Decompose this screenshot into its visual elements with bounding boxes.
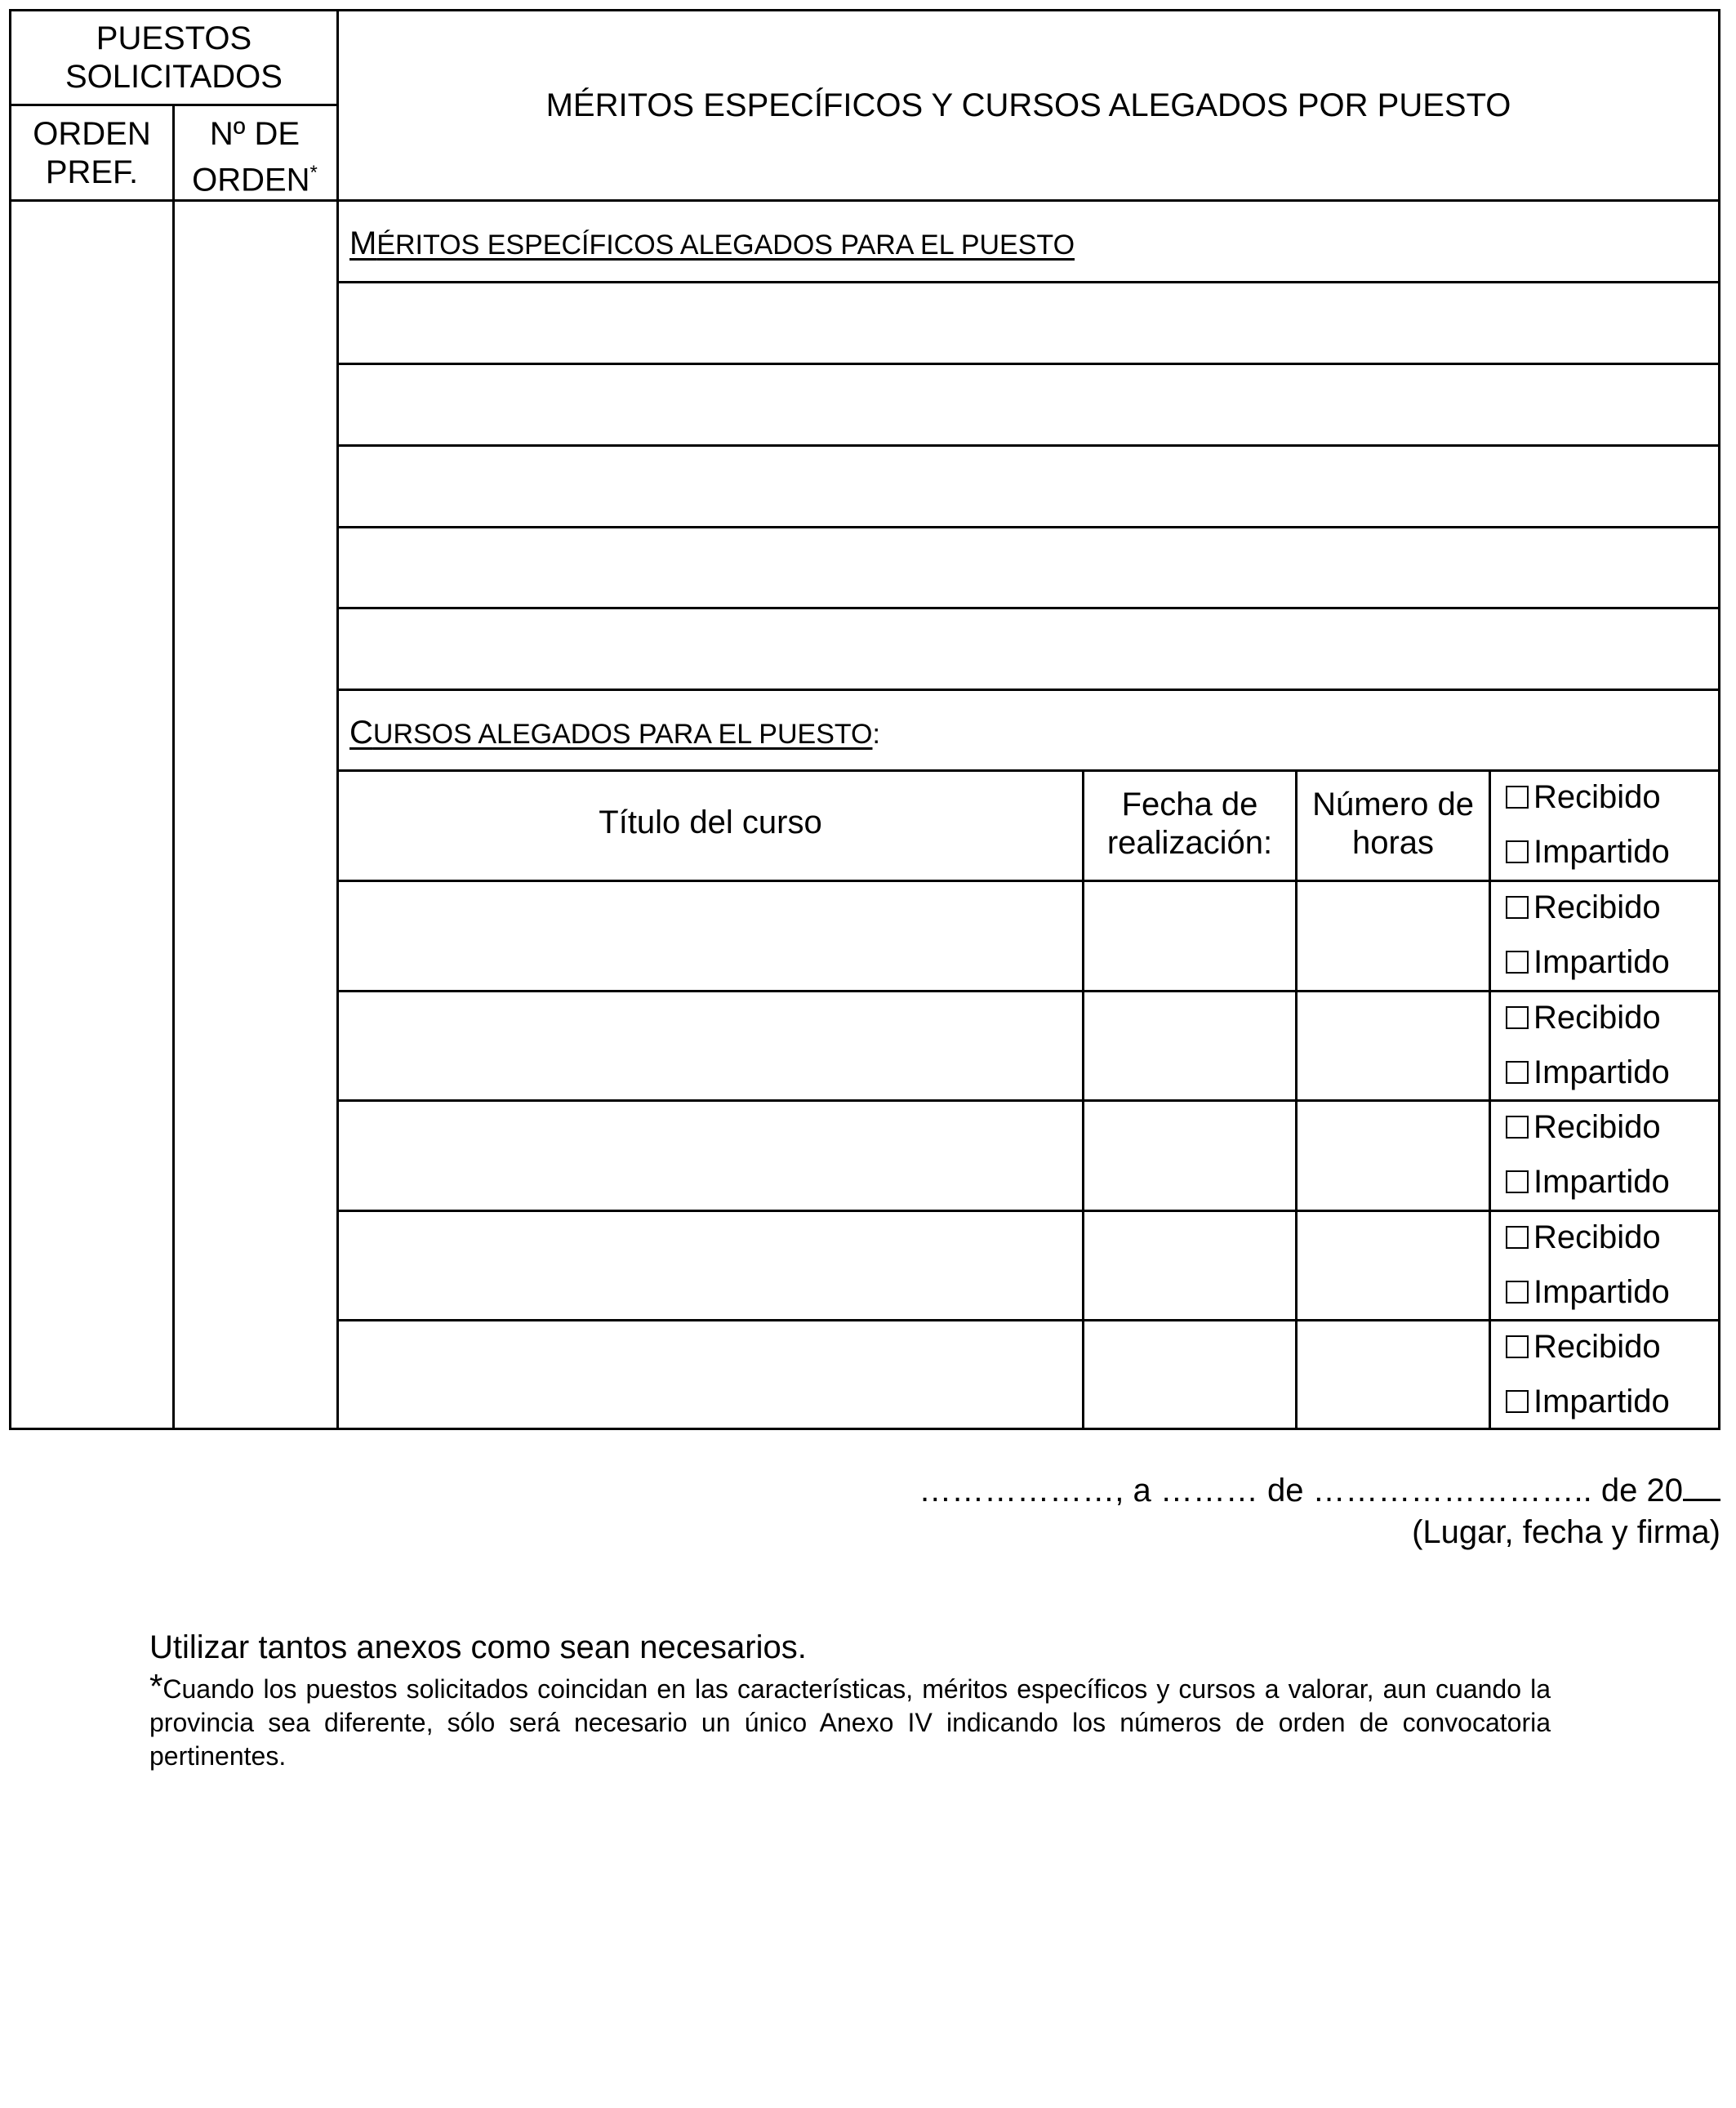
- puestos-solicitados-header: PUESTOS SOLICITADOS: [65, 20, 283, 95]
- impartido-label: Impartido: [1533, 1274, 1670, 1310]
- recibido-checkbox[interactable]: [1506, 1226, 1529, 1249]
- impartido-option[interactable]: [1506, 1045, 1670, 1100]
- merito-line: [336, 607, 1718, 609]
- recibido-label: Recibido: [1533, 1000, 1661, 1036]
- divider-header: [11, 199, 1718, 202]
- cursos-title-suffix: :: [872, 719, 880, 750]
- signature-date-text: ………………, a ……… de …………………….. de 20: [919, 1473, 1683, 1509]
- divider-fecha: [1082, 769, 1084, 1428]
- meritos-section-title: [349, 227, 1075, 261]
- impartido-label: Impartido: [1533, 1384, 1670, 1419]
- cursos-title-initial: C: [349, 715, 373, 751]
- merito-line: [336, 526, 1718, 528]
- impartido-checkbox[interactable]: [1506, 1390, 1529, 1413]
- recibido-label: Recibido: [1533, 779, 1661, 815]
- divider-horas: [1295, 769, 1298, 1428]
- recibido-label: Recibido: [1533, 1329, 1661, 1365]
- recibido-option[interactable]: [1506, 880, 1670, 935]
- impartido-checkbox[interactable]: [1506, 840, 1529, 863]
- n-orden-header: [181, 115, 328, 199]
- divider-orden: [172, 105, 175, 1428]
- numero-horas-header: Número de horas: [1312, 787, 1474, 861]
- recibido-checkbox[interactable]: [1506, 1006, 1529, 1029]
- recibido-checkbox[interactable]: [1506, 1116, 1529, 1139]
- merito-line: [336, 281, 1718, 283]
- footnote-text: Cuando los puestos solicitados coincidan en las características, méritos específicos y cursos a valorar, aun cuando la provincia sea diferente, sólo será necesario un único Anexo IV indicando los números de orden de convocatoria pertinentes.: [149, 1674, 1551, 1771]
- modalidad-checks: [1506, 1100, 1670, 1210]
- divider-puestos: [336, 11, 339, 1428]
- n-orden-asterisk: *: [309, 162, 318, 184]
- recibido-option[interactable]: [1506, 1100, 1670, 1155]
- impartido-checkbox[interactable]: [1506, 1281, 1529, 1304]
- merito-line: [336, 689, 1718, 691]
- recibido-option[interactable]: [1506, 1320, 1670, 1375]
- recibido-option[interactable]: [1506, 770, 1670, 825]
- recibido-label: Recibido: [1533, 889, 1661, 925]
- titulo-curso-header: Título del curso: [599, 804, 822, 840]
- divider-modo: [1489, 769, 1491, 1428]
- signature-caption: (Lugar, fecha y firma): [1412, 1514, 1720, 1550]
- orden-pref-header: ORDEN PREF.: [33, 116, 151, 190]
- recibido-checkbox[interactable]: [1506, 786, 1529, 809]
- modalidad-checks: [1506, 1210, 1670, 1320]
- impartido-checkbox[interactable]: [1506, 1170, 1529, 1193]
- impartido-option[interactable]: [1506, 1265, 1670, 1320]
- main-title: MÉRITOS ESPECÍFICOS Y CURSOS ALEGADOS POR PUESTO: [545, 87, 1511, 123]
- impartido-label: Impartido: [1533, 1054, 1670, 1090]
- usage-note: Utilizar tantos anexos como sean necesarios.: [149, 1629, 807, 1665]
- signature-date-line: [919, 1471, 1720, 1510]
- modalidad-checks: [1506, 1320, 1670, 1429]
- impartido-label: Impartido: [1533, 834, 1670, 870]
- modalidad-checks: [1506, 991, 1670, 1100]
- recibido-option[interactable]: [1506, 991, 1670, 1045]
- meritos-title-rest: ÉRITOS ESPECÍFICOS ALEGADOS PARA EL PUESTO: [376, 230, 1075, 261]
- impartido-option[interactable]: [1506, 825, 1670, 880]
- merito-line: [336, 444, 1718, 447]
- recibido-label: Recibido: [1533, 1109, 1661, 1145]
- recibido-option[interactable]: [1506, 1210, 1670, 1265]
- divider-puestos-sub: [11, 104, 336, 106]
- cursos-section-title: [349, 716, 880, 751]
- cursos-title-rest: URSOS ALEGADOS PARA EL PUESTO: [372, 719, 873, 750]
- n-orden-label: Nº DE ORDEN: [192, 116, 310, 198]
- recibido-checkbox[interactable]: [1506, 1335, 1529, 1358]
- impartido-option[interactable]: [1506, 1375, 1670, 1429]
- footnote-asterisk: *: [149, 1667, 163, 1705]
- meritos-title-initial: M: [349, 225, 377, 261]
- year-blank[interactable]: [1683, 1471, 1720, 1501]
- impartido-label: Impartido: [1533, 944, 1670, 980]
- impartido-option[interactable]: [1506, 935, 1670, 990]
- impartido-checkbox[interactable]: [1506, 1061, 1529, 1084]
- footnote: [149, 1669, 1551, 1773]
- modalidad-checks: [1506, 880, 1670, 990]
- impartido-label: Impartido: [1533, 1164, 1670, 1200]
- fecha-realizacion-header: Fecha de realización:: [1106, 787, 1273, 861]
- modalidad-checks: [1506, 770, 1670, 880]
- merito-line: [336, 363, 1718, 365]
- impartido-checkbox[interactable]: [1506, 951, 1529, 974]
- impartido-option[interactable]: [1506, 1155, 1670, 1210]
- recibido-checkbox[interactable]: [1506, 896, 1529, 919]
- recibido-label: Recibido: [1533, 1219, 1661, 1255]
- annex-form-table: [9, 9, 1720, 1430]
